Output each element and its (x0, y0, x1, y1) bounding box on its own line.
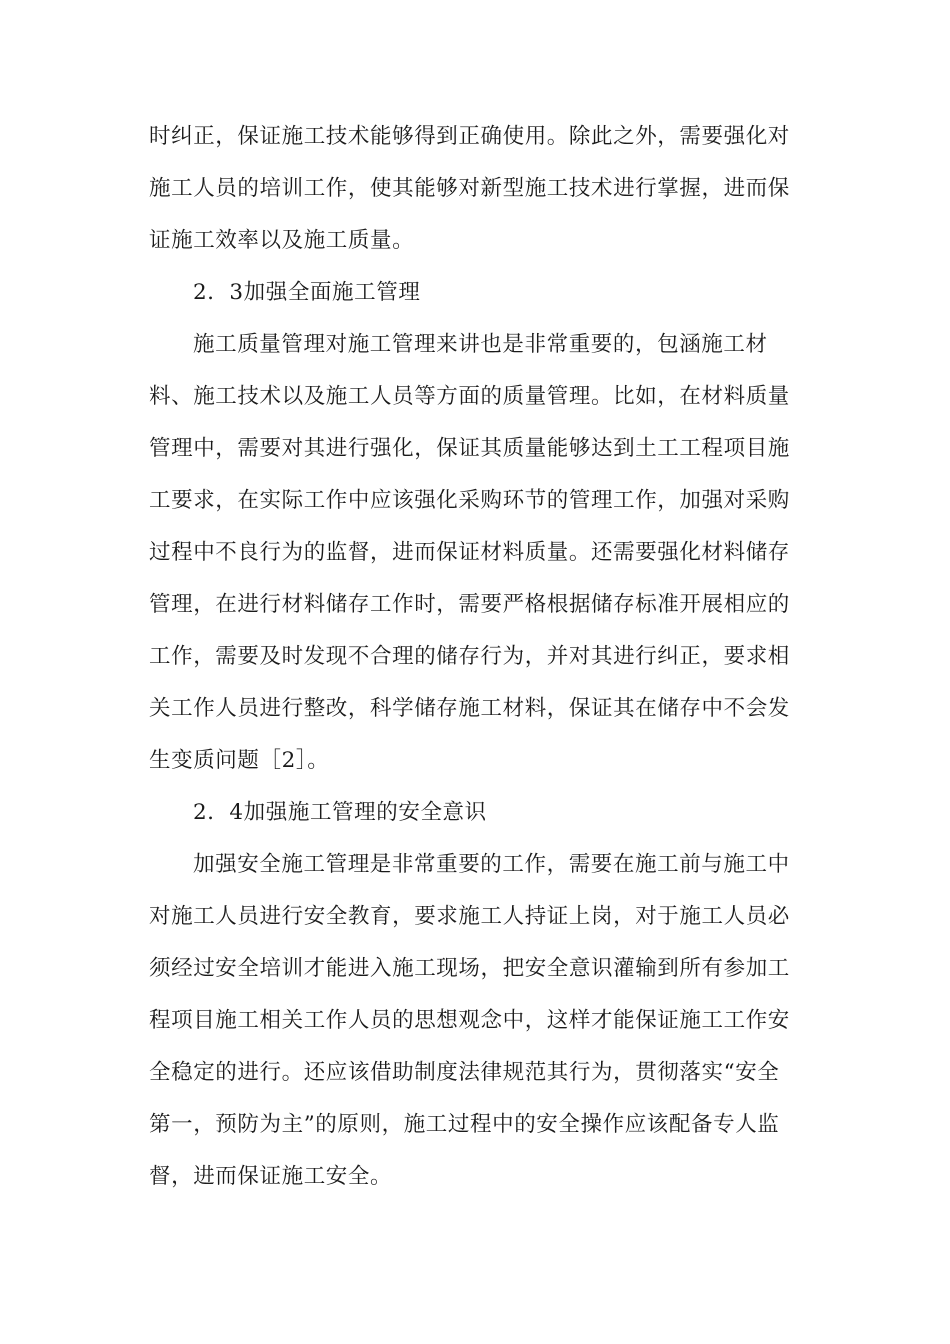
section-heading-2-3: 2．3加强全面施工管理 (193, 280, 421, 305)
body-text-line: 工要求，在实际工作中应该强化采购环节的管理工作，加强对采购 (149, 488, 790, 513)
body-text-line: 管理中，需要对其进行强化，保证其质量能够达到土工工程项目施 (149, 436, 790, 461)
body-text-line: 管理，在进行材料储存工作时，需要严格根据储存标准开展相应的 (149, 592, 790, 617)
body-text-line: 第一，预防为主”的原则，施工过程中的安全操作应该配备专人监 (149, 1112, 780, 1137)
body-text-line: 工作，需要及时发现不合理的储存行为，并对其进行纠正，要求相 (149, 644, 790, 669)
body-text-line: 施工人员的培训工作，使其能够对新型施工技术进行掌握，进而保 (149, 176, 790, 201)
body-text-line: 全稳定的进行。还应该借助制度法律规范其行为，贯彻落实“安全 (149, 1060, 780, 1085)
paragraph-first-line: 施工质量管理对施工管理来讲也是非常重要的，包涵施工材 (193, 332, 768, 357)
body-text-line: 对施工人员进行安全教育，要求施工人持证上岗，对于施工人员必 (149, 904, 790, 929)
paragraph-first-line: 加强安全施工管理是非常重要的工作，需要在施工前与施工中 (193, 852, 790, 877)
section-heading-2-4: 2．4加强施工管理的安全意识 (193, 800, 487, 825)
body-text-line: 督，进而保证施工安全。 (149, 1164, 393, 1189)
body-text-line: 程项目施工相关工作人员的思想观念中，这样才能保证施工工作安 (149, 1008, 790, 1033)
body-text-line: 时纠正，保证施工技术能够得到正确使用。除此之外，需要强化对 (149, 124, 790, 149)
body-text-line: 料、施工技术以及施工人员等方面的质量管理。比如，在材料质量 (149, 384, 790, 409)
body-text-line: 关工作人员进行整改，科学储存施工材料，保证其在储存中不会发 (149, 696, 790, 721)
body-text-line: 证施工效率以及施工质量。 (149, 228, 415, 253)
body-text-line: 生变质问题［2］。 (149, 748, 330, 773)
body-text-line: 须经过安全培训才能进入施工现场，把安全意识灌输到所有参加工 (149, 956, 790, 981)
body-text-line: 过程中不良行为的监督，进而保证材料质量。还需要强化材料储存 (149, 540, 790, 565)
